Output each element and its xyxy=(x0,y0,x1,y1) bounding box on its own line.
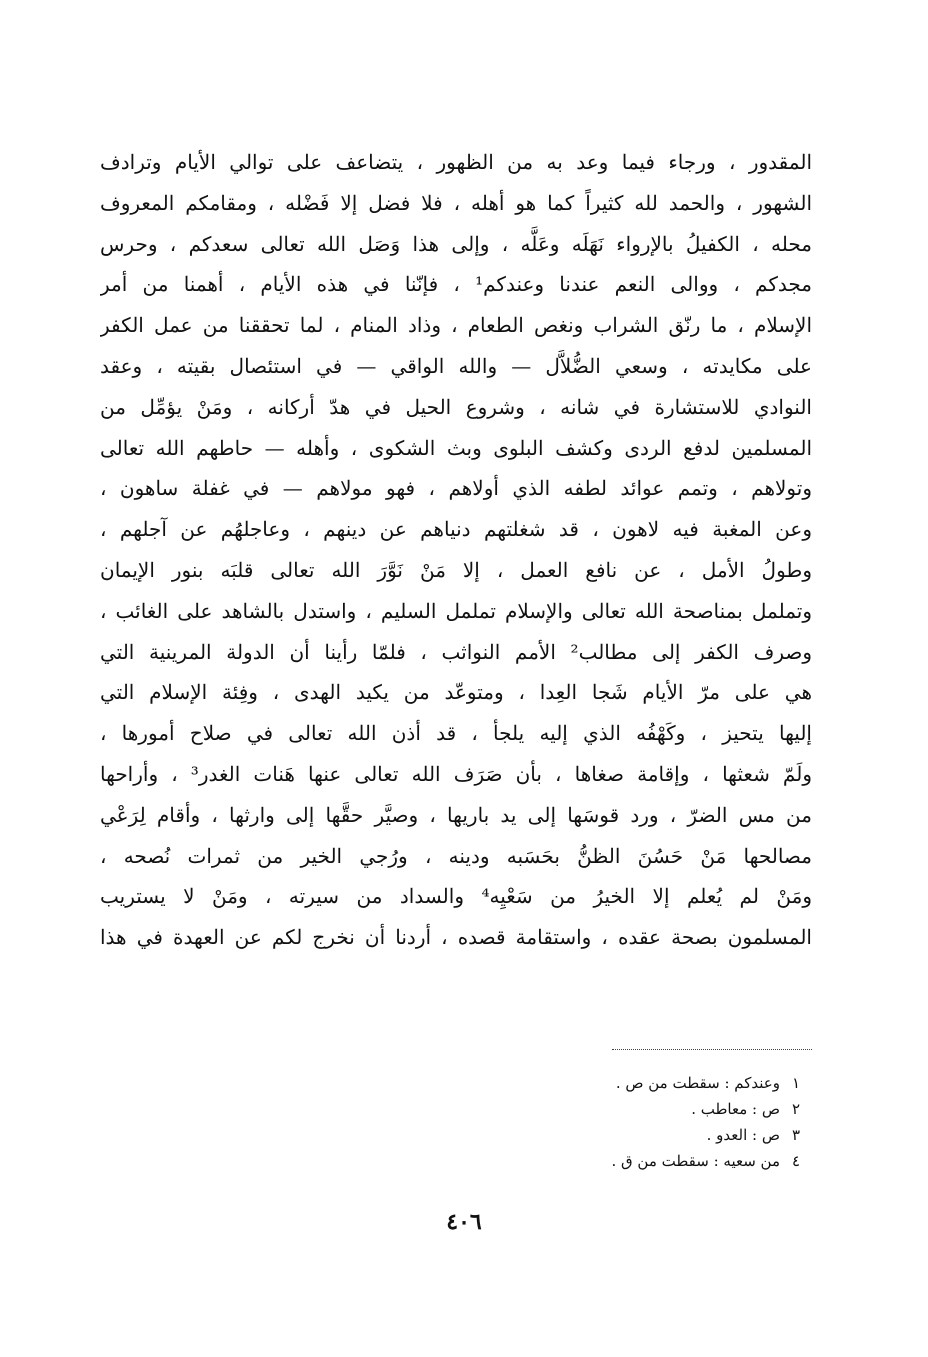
text-line: وعن المغبة فيه لاهون ، قد شغلتهم دنياهم عن دينهم ، وعاجلهُم عن آجلهم ، xyxy=(100,517,812,542)
text-line: من مس الضرّ ، ورد قوسَها إلى يد باريها ، وصيَّر حقَّها إلى وارثها ، وأقام لِرَعْي xyxy=(100,802,812,827)
text-line: هي على مرّ الأيام شَجا العِدا ، ومتوعّد من يكيد الهدى ، وفِئة الإسلام التي xyxy=(100,680,812,705)
footnote xyxy=(400,1148,800,1174)
footnote-text: من سعيه : سقطت من ق . xyxy=(611,1152,780,1170)
footnote-separator xyxy=(612,1049,812,1050)
text-line: ولَمّ شعثها ، وإقامة صغاها ، بأن صَرَف الله تعالى عنها هَنات الغدر³ ، وأراحها xyxy=(100,761,812,786)
text-line: وصرف الكفر إلى مطالب² الأمم النواثب ، فلمّا رأينا أن الدولة المرينية التي xyxy=(100,639,812,664)
text-line: ومَنْ لم يُعلم إلا الخيرُ من سَعْيِه⁴ والسداد من سيرته ، ومَنْ لا يستريب xyxy=(100,884,812,909)
footnote-number: ٣ xyxy=(791,1126,800,1144)
text-line: وتململ بمناصحة الله تعالى والإسلام تململ السليم ، واستدل بالشاهد على الغائب ، xyxy=(100,598,812,623)
text-line: النوادي للاستشارة في شانه ، وشروع الحيل في هدّ أركانه ، ومَنْ يؤمِّل من xyxy=(100,394,812,419)
text-line: محله ، الكفيلُ بالإرواء نَهَلَه وعَلَّه ، وإلى هذا وَصَل الله تعالى سعدكم ، وحرس xyxy=(100,231,812,256)
footnote-number: ٤ xyxy=(791,1152,800,1170)
footnote-text: ص : العدو . xyxy=(706,1126,780,1144)
page-number: ٤٠٦ xyxy=(446,1209,482,1235)
footnote-number: ١ xyxy=(791,1074,800,1092)
footnote xyxy=(400,1122,800,1148)
footnote xyxy=(400,1096,800,1122)
footnote-text: وعندكم : سقطت من ص . xyxy=(615,1074,780,1092)
footnote-number: ٢ xyxy=(791,1100,800,1118)
text-line: مصالحها مَنْ حَسُنَ الظنُّ بحَسَبه ودينه ، ورُجي الخير من ثمرات نُصحه ، xyxy=(100,843,812,868)
text-line: مجدكم ، ووالى النعم عندنا وعندكم¹ ، فإنّنا في هذه الأيام ، أهمنا من أمر xyxy=(100,272,812,297)
text-line: المسلمون بصحة عقده ، واستقامة قصده ، أردنا أن نخرج لكم عن العهدة في هذا xyxy=(100,925,812,950)
text-line: المسلمين لدفع الردى وكشف البلوى وبث الشكوى ، وأهله — حاطهم الله تعالى xyxy=(100,435,812,460)
text-line: المقدور ، ورجاء فيما وعد به من الظهور ، يتضاعف على توالي الأيام وترادف xyxy=(100,150,812,174)
text-line: الشهور ، والحمد لله كثيراً كما هو أهله ، فلا فضل إلا فَضْله ، ومقامكم المعروف xyxy=(100,190,812,215)
footnote-text: ص : معاطب . xyxy=(691,1100,780,1118)
text-line: وطولُ الأمل ، عن نافع العمل ، إلا مَنْ نَوَّرَ الله تعالى قلبَه بنور الإيمان xyxy=(100,557,812,582)
text-line: وتولاهم ، وتمم عوائد لطفه الذي أولاهم ، فهو مولاهم — في غفلة ساهون ، xyxy=(100,476,812,501)
footnotes-block xyxy=(400,1070,800,1174)
text-line: إليها يتحيز ، وكَهْفُه الذي إليه يلجأ ، قد أذن الله تعالى في صلاح أمورها ، xyxy=(100,721,812,746)
main-text-block xyxy=(100,142,812,958)
text-line: الإسلام ، ما رنّق الشراب ونغص الطعام ، وذاد المنام ، لما تحققنا من عمل الكفر xyxy=(100,313,812,338)
text-line: على مكايدته ، وسعي الضُّلاَّل — والله الواقي — في استئصال بقيته ، وعقد xyxy=(100,353,812,378)
footnote xyxy=(400,1070,800,1096)
